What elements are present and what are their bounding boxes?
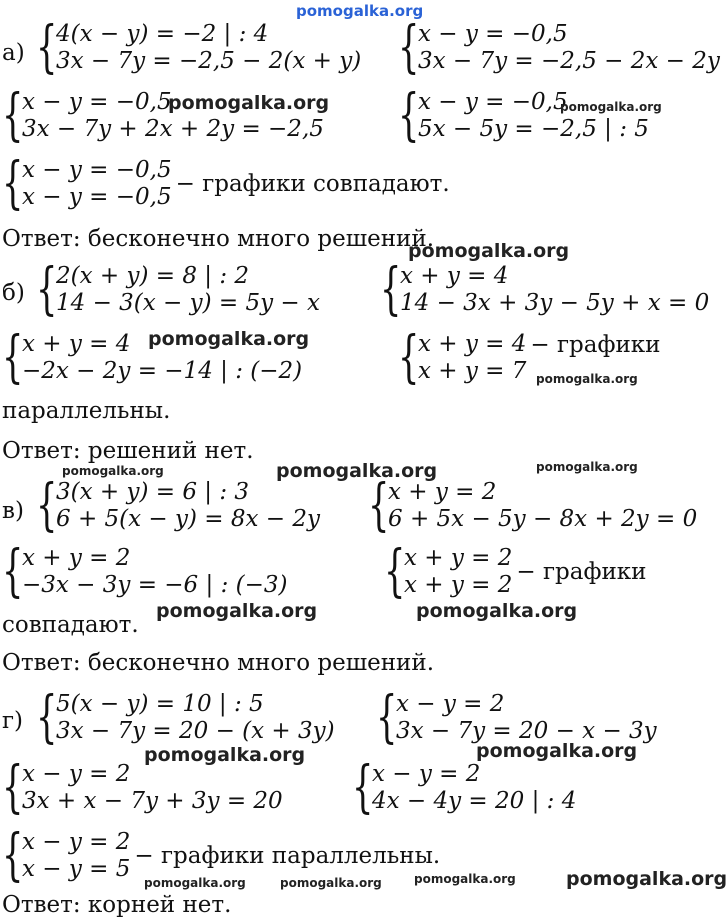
- watermark: pomogalka.org: [414, 872, 516, 886]
- conclusion-text: − графики совпадают.: [175, 171, 450, 197]
- watermark: pomogalka.org: [168, 92, 330, 114]
- brace: {: [36, 473, 58, 538]
- part-a-label: а): [2, 40, 25, 66]
- a-system-1: [36, 15, 362, 80]
- watermark: pomogalka.org: [536, 372, 638, 386]
- g-answer: Ответ: корней нет.: [2, 892, 232, 918]
- equation: 14 − 3(x − y) = 5y − x: [56, 290, 320, 316]
- equation: 5(x − y) = 10 | : 5: [56, 691, 264, 717]
- equation: 6 + 5(x − y) = 8x − 2y: [56, 506, 320, 532]
- equation: 6 + 5x − 5y − 8x + 2y = 0: [388, 506, 698, 532]
- equation: x − y = −0,5: [22, 157, 172, 183]
- brace: {: [368, 473, 390, 538]
- equation: −3x − 3y = −6 | : (−3): [22, 572, 288, 598]
- v-system-2: [368, 473, 698, 538]
- equation: 3(x + y) = 6 | : 3: [56, 479, 250, 505]
- equation: 3x − 7y + 2x + 2y = −2,5: [22, 116, 324, 142]
- conclusion-text: − графики: [530, 332, 661, 358]
- equation: x + y = 7: [418, 358, 527, 384]
- v-system-4: [384, 539, 647, 604]
- equation: 4(x − y) = −2 | : 4: [56, 21, 269, 47]
- b-system-1: [36, 257, 320, 322]
- equation: x + y = 4: [22, 331, 131, 357]
- equation: 3x − 7y = −2,5 − 2x − 2y: [418, 48, 720, 74]
- v-system-1: [36, 473, 320, 538]
- equation: 4x − 4y = 20 | : 4: [372, 788, 577, 814]
- equation: 3x + x − 7y + 3y = 20: [22, 788, 283, 814]
- conclusion-text: − графики параллельны.: [134, 843, 441, 869]
- part-v-label: в): [2, 498, 24, 524]
- brace: {: [398, 325, 420, 390]
- watermark: pomogalka.org: [560, 100, 662, 114]
- equation: x − y = −0,5: [22, 184, 172, 210]
- brace: {: [2, 325, 24, 390]
- watermark: pomogalka.org: [148, 328, 310, 350]
- brace: {: [398, 83, 420, 148]
- brace: {: [398, 15, 420, 80]
- watermark-top: pomogalka.org: [296, 2, 424, 20]
- b-continuation: параллельны.: [2, 398, 171, 424]
- brace: {: [36, 15, 58, 80]
- equation: x − y = 2: [372, 761, 481, 787]
- v-answer: Ответ: бесконечно много решений.: [2, 650, 435, 676]
- equation: x + y = 2: [388, 479, 497, 505]
- brace: {: [2, 539, 24, 604]
- a-answer: Ответ: бесконечно много решений.: [2, 226, 435, 252]
- equation: x − y = −0,5: [418, 21, 568, 47]
- equation: 5x − 5y = −2,5 | : 5: [418, 116, 649, 142]
- equation: x − y = 2: [22, 761, 131, 787]
- part-g-label: г): [2, 708, 24, 734]
- equation: x + y = 2: [22, 545, 131, 571]
- a-system-2: [398, 15, 720, 80]
- equation: 14 − 3x + 3y − 5y + x = 0: [400, 290, 710, 316]
- b-system-2: [380, 257, 710, 322]
- watermark: pomogalka.org: [416, 600, 578, 622]
- brace: {: [376, 685, 398, 750]
- watermark: pomogalka.org: [536, 460, 638, 474]
- brace: {: [352, 755, 374, 820]
- brace: {: [384, 539, 406, 604]
- equation: x + y = 4: [418, 331, 527, 357]
- watermark: pomogalka.org: [566, 868, 727, 890]
- part-b-label: б): [2, 280, 25, 306]
- brace: {: [36, 685, 58, 750]
- watermark: pomogalka.org: [276, 460, 438, 482]
- equation: 3x − 7y = −2,5 − 2(x + y): [56, 48, 362, 74]
- equation: −2x − 2y = −14 | : (−2): [22, 358, 303, 384]
- brace: {: [2, 151, 24, 216]
- watermark: pomogalka.org: [156, 600, 318, 622]
- brace: {: [2, 755, 24, 820]
- equation: x − y = 5: [22, 856, 131, 882]
- watermark: pomogalka.org: [280, 876, 382, 890]
- equation: x − y = 2: [396, 691, 505, 717]
- brace: {: [2, 823, 24, 888]
- conclusion-text: − графики: [516, 559, 647, 585]
- equation: x − y = 2: [22, 829, 131, 855]
- watermark: pomogalka.org: [408, 240, 570, 262]
- g-system-2: [376, 685, 657, 750]
- watermark: pomogalka.org: [62, 464, 164, 478]
- g-system-3: [2, 755, 283, 820]
- brace: {: [380, 257, 402, 322]
- a-system-4: [398, 83, 649, 148]
- a-system-5: [2, 151, 450, 216]
- brace: {: [2, 83, 24, 148]
- equation: x − y = −0,5: [418, 89, 568, 115]
- v-system-3: [2, 539, 288, 604]
- b-answer: Ответ: решений нет.: [2, 438, 254, 464]
- watermark: pomogalka.org: [144, 744, 306, 766]
- g-system-4: [352, 755, 577, 820]
- v-continuation: совпадают.: [2, 612, 139, 638]
- watermark: pomogalka.org: [476, 740, 638, 762]
- g-system-1: [36, 685, 335, 750]
- equation: 3x − 7y = 20 − (x + 3y): [56, 718, 335, 744]
- equation: x + y = 2: [404, 572, 513, 598]
- watermark: pomogalka.org: [144, 876, 246, 890]
- equation: x + y = 2: [404, 545, 513, 571]
- equation: 2(x + y) = 8 | : 2: [56, 263, 250, 289]
- equation: x − y = −0,5: [22, 89, 172, 115]
- brace: {: [36, 257, 58, 322]
- equation: x + y = 4: [400, 263, 509, 289]
- equation: 3x − 7y = 20 − x − 3y: [396, 718, 657, 744]
